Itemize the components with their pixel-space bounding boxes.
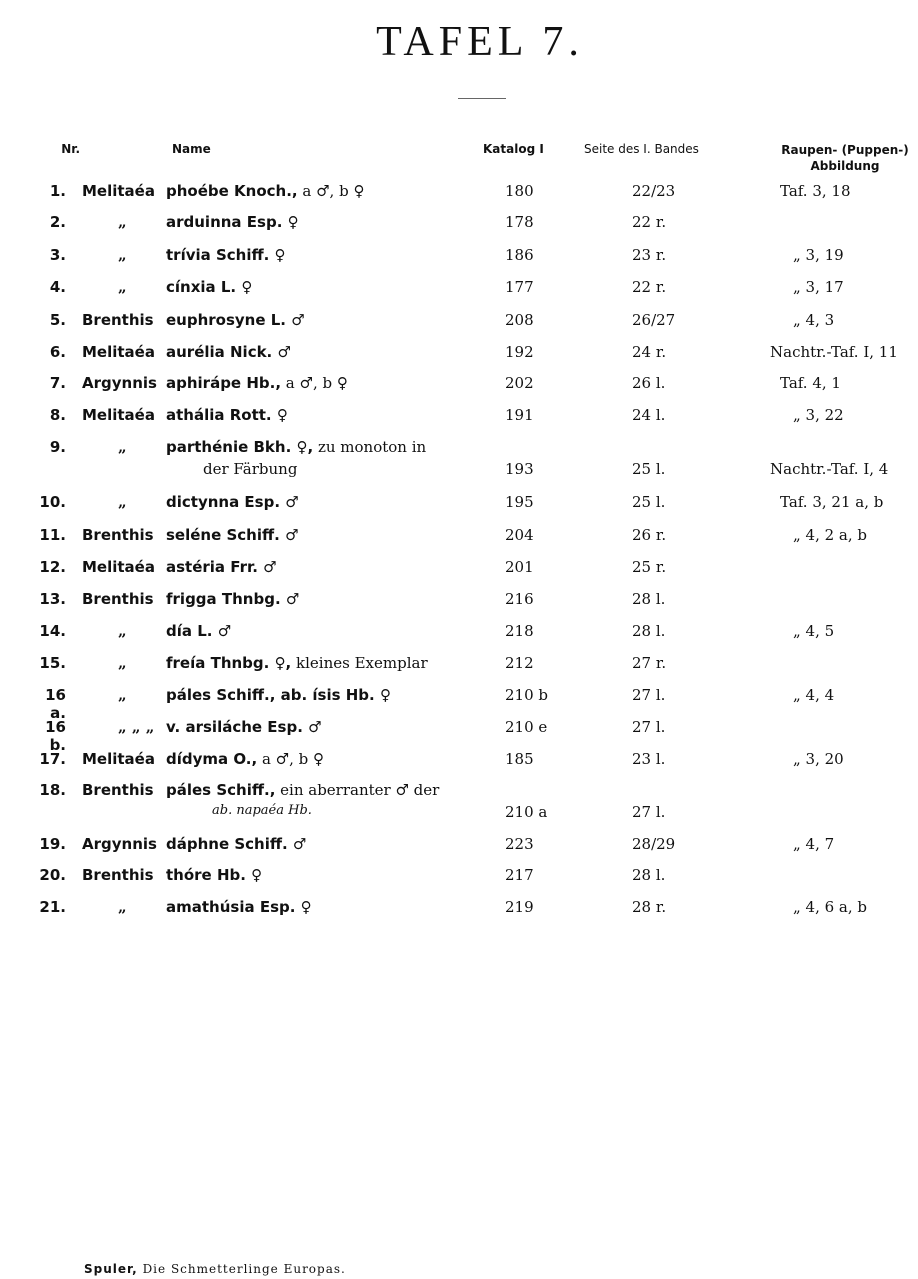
katalog-number: 177 xyxy=(505,278,534,296)
katalog-number: 195 xyxy=(505,493,534,511)
species-name: cínxia L. ♀ xyxy=(166,278,253,296)
species-name: seléne Schiff. ♂ xyxy=(166,526,299,544)
table-row xyxy=(0,213,918,243)
page-reference: 28 r. xyxy=(632,898,667,916)
species-line xyxy=(166,750,324,768)
table-row xyxy=(0,374,918,404)
table-row xyxy=(0,246,918,276)
page-reference: 26 r. xyxy=(632,526,667,544)
species-name: frigga Thnbg. ♂ xyxy=(166,590,300,608)
species-suffix: a ♂, b ♀ xyxy=(281,374,348,392)
species-name: día L. ♂ xyxy=(166,622,232,640)
row-number: 11. xyxy=(39,526,66,544)
katalog-number: 201 xyxy=(505,558,534,576)
header-nr: Nr. xyxy=(61,142,80,156)
page-reference: 23 l. xyxy=(632,750,666,768)
species-note: der Färbung xyxy=(203,460,298,478)
larva-figure-reference: Nachtr.-Taf. I, 4 xyxy=(770,460,889,478)
page-reference: 26/27 xyxy=(632,311,676,329)
row-number: 16 b. xyxy=(45,718,66,754)
genus-name: Melitaéa xyxy=(82,182,155,200)
katalog-number: 210 b xyxy=(505,686,549,704)
katalog-number: 204 xyxy=(505,526,534,544)
page-reference: 22 r. xyxy=(632,278,667,296)
species-name: aphirápe Hb., xyxy=(166,374,282,392)
larva-figure-reference: „ 4, 7 xyxy=(793,835,835,853)
table-row xyxy=(0,654,918,684)
genus-name: Argynnis xyxy=(82,374,157,392)
row-number: 14. xyxy=(39,622,66,640)
species-suffix: kleines Exemplar xyxy=(291,654,428,672)
katalog-number: 186 xyxy=(505,246,534,264)
page-reference: 24 r. xyxy=(632,343,667,361)
table-row xyxy=(0,343,918,373)
table-row xyxy=(0,311,918,341)
page-reference: 24 l. xyxy=(632,406,666,424)
table-row xyxy=(0,438,918,478)
row-number: 8. xyxy=(49,406,66,424)
page-reference: 27 l. xyxy=(632,803,666,821)
header-raupen-line2: Abbildung xyxy=(810,159,880,173)
larva-figure-reference: Taf. 4, 1 xyxy=(780,374,841,392)
katalog-number: 210 a xyxy=(505,803,548,821)
larva-figure-reference: „ 4, 3 xyxy=(793,311,835,329)
species-name: dictynna Esp. ♂ xyxy=(166,493,299,511)
row-number: 20. xyxy=(39,866,66,884)
header-raupen-line1: Raupen- (Puppen-) xyxy=(781,143,909,157)
species-name: astéria Frr. ♂ xyxy=(166,558,277,576)
table-row xyxy=(0,622,918,652)
table-row xyxy=(0,406,918,436)
katalog-number: 218 xyxy=(505,622,534,640)
katalog-number: 193 xyxy=(505,460,534,478)
species-name: freía Thnbg. ♀, xyxy=(166,654,292,672)
species-name: parthénie Bkh. ♀, xyxy=(166,438,314,456)
ditto-mark: „ xyxy=(118,622,127,640)
katalog-number: 223 xyxy=(505,835,534,853)
ditto-mark: „ xyxy=(118,246,127,264)
katalog-number: 185 xyxy=(505,750,534,768)
species-line xyxy=(166,781,439,799)
ditto-mark: „ xyxy=(118,686,127,704)
row-number: 12. xyxy=(39,558,66,576)
larva-figure-reference: „ 3, 17 xyxy=(793,278,844,296)
ditto-mark: „ xyxy=(118,438,127,456)
species-name: trívia Schiff. ♀ xyxy=(166,246,286,264)
table-row xyxy=(0,558,918,588)
ditto-mark: „ xyxy=(118,654,127,672)
species-suffix: ein aberranter ♂ der xyxy=(275,781,440,799)
genus-name: Brenthis xyxy=(82,781,154,799)
genus-name: Melitaéa xyxy=(82,343,155,361)
larva-figure-reference: „ 4, 5 xyxy=(793,622,835,640)
row-number: 15. xyxy=(39,654,66,672)
species-line xyxy=(166,182,364,200)
katalog-number: 210 e xyxy=(505,718,548,736)
genus-name: Brenthis xyxy=(82,866,154,884)
katalog-number: 216 xyxy=(505,590,534,608)
table-row xyxy=(0,835,918,865)
species-name: páles Schiff., ab. ísis Hb. ♀ xyxy=(166,686,391,704)
ditto-mark: „ xyxy=(118,898,127,916)
page-reference: 22/23 xyxy=(632,182,676,200)
species-name: phoébe Knoch., xyxy=(166,182,298,200)
species-name: dídyma O., xyxy=(166,750,258,768)
page-reference: 27 r. xyxy=(632,654,667,672)
genus-name: Brenthis xyxy=(82,311,154,329)
katalog-number: 208 xyxy=(505,311,534,329)
table-row xyxy=(0,750,918,780)
species-name: arduinna Esp. ♀ xyxy=(166,213,299,231)
page-reference: 28 l. xyxy=(632,590,666,608)
larva-figure-reference: „ 3, 22 xyxy=(793,406,844,424)
page-reference: 28 l. xyxy=(632,622,666,640)
genus-name: Brenthis xyxy=(82,526,154,544)
species-name: aurélia Nick. ♂ xyxy=(166,343,291,361)
row-number: 7. xyxy=(49,374,66,392)
species-name: páles Schiff., xyxy=(166,781,276,799)
species-suffix: a ♂, b ♀ xyxy=(257,750,324,768)
species-line xyxy=(166,374,348,392)
row-number: 21. xyxy=(39,898,66,916)
header-name: Name xyxy=(172,142,211,156)
ditto-mark: „ xyxy=(118,278,127,296)
row-number: 6. xyxy=(49,343,66,361)
species-name: v. arsiláche Esp. ♂ xyxy=(166,718,322,736)
katalog-number: 178 xyxy=(505,213,534,231)
page-reference: 27 l. xyxy=(632,718,666,736)
genus-name: Melitaéa xyxy=(82,558,155,576)
larva-figure-reference: Taf. 3, 18 xyxy=(780,182,851,200)
page-reference: 22 r. xyxy=(632,213,667,231)
larva-figure-reference: „ 4, 6 a, b xyxy=(793,898,868,916)
row-number: 19. xyxy=(39,835,66,853)
row-number: 3. xyxy=(49,246,66,264)
row-number: 17. xyxy=(39,750,66,768)
row-number: 10. xyxy=(39,493,66,511)
table-row xyxy=(0,526,918,556)
table-row xyxy=(0,781,918,821)
katalog-number: 217 xyxy=(505,866,534,884)
species-name: thóre Hb. ♀ xyxy=(166,866,263,884)
row-number: 4. xyxy=(49,278,66,296)
larva-figure-reference: „ 3, 20 xyxy=(793,750,844,768)
genus-name: Melitaéa xyxy=(82,750,155,768)
genus-name: Brenthis xyxy=(82,590,154,608)
header-katalog: Katalog I xyxy=(483,142,544,156)
page-reference: 27 l. xyxy=(632,686,666,704)
species-line xyxy=(166,654,428,672)
row-number: 9. xyxy=(49,438,66,456)
larva-figure-reference: „ 4, 2 a, b xyxy=(793,526,868,544)
row-number: 5. xyxy=(49,311,66,329)
footer-author: Spuler, xyxy=(84,1262,138,1276)
table-row xyxy=(0,718,918,754)
header-raupen xyxy=(770,142,918,174)
header-seite: Seite des I. Bandes xyxy=(584,142,699,156)
species-note: ab. napaéa Hb. xyxy=(212,803,312,818)
larva-figure-reference: „ 4, 4 xyxy=(793,686,835,704)
katalog-number: 180 xyxy=(505,182,534,200)
ditto-mark: „ „ „ xyxy=(118,718,155,736)
species-name: euphrosyne L. ♂ xyxy=(166,311,305,329)
row-number: 2. xyxy=(49,213,66,231)
page-reference: 28 l. xyxy=(632,866,666,884)
species-name: dáphne Schiff. ♂ xyxy=(166,835,307,853)
table-row xyxy=(0,278,918,308)
title-divider xyxy=(458,98,506,99)
footer xyxy=(84,1262,346,1276)
ditto-mark: „ xyxy=(118,493,127,511)
page-title: TAFEL 7. xyxy=(376,19,584,65)
katalog-number: 191 xyxy=(505,406,534,424)
row-number: 18. xyxy=(39,781,66,799)
species-line xyxy=(166,438,426,456)
page-reference: 23 r. xyxy=(632,246,667,264)
katalog-number: 202 xyxy=(505,374,534,392)
row-number: 13. xyxy=(39,590,66,608)
species-name: amathúsia Esp. ♀ xyxy=(166,898,312,916)
footer-book: Die Schmetterlinge Europas. xyxy=(137,1262,346,1276)
row-number: 16 a. xyxy=(45,686,66,722)
katalog-number: 212 xyxy=(505,654,534,672)
page-reference: 25 l. xyxy=(632,460,666,478)
genus-name: Argynnis xyxy=(82,835,157,853)
katalog-number: 192 xyxy=(505,343,534,361)
table-row xyxy=(0,590,918,620)
table-row xyxy=(0,898,918,928)
page-reference: 25 r. xyxy=(632,558,667,576)
larva-figure-reference: Taf. 3, 21 a, b xyxy=(780,493,884,511)
species-name: athália Rott. ♀ xyxy=(166,406,288,424)
katalog-number: 219 xyxy=(505,898,534,916)
table-row xyxy=(0,686,918,722)
table-row xyxy=(0,493,918,523)
table-row xyxy=(0,182,918,212)
page-reference: 25 l. xyxy=(632,493,666,511)
larva-figure-reference: Nachtr.-Taf. I, 11 xyxy=(770,343,898,361)
page-reference: 26 l. xyxy=(632,374,666,392)
page-reference: 28/29 xyxy=(632,835,676,853)
species-suffix: a ♂, b ♀ xyxy=(297,182,365,200)
row-number: 1. xyxy=(49,182,66,200)
table-row xyxy=(0,866,918,896)
species-suffix: zu monoton in xyxy=(313,438,427,456)
larva-figure-reference: „ 3, 19 xyxy=(793,246,844,264)
ditto-mark: „ xyxy=(118,213,127,231)
genus-name: Melitaéa xyxy=(82,406,155,424)
